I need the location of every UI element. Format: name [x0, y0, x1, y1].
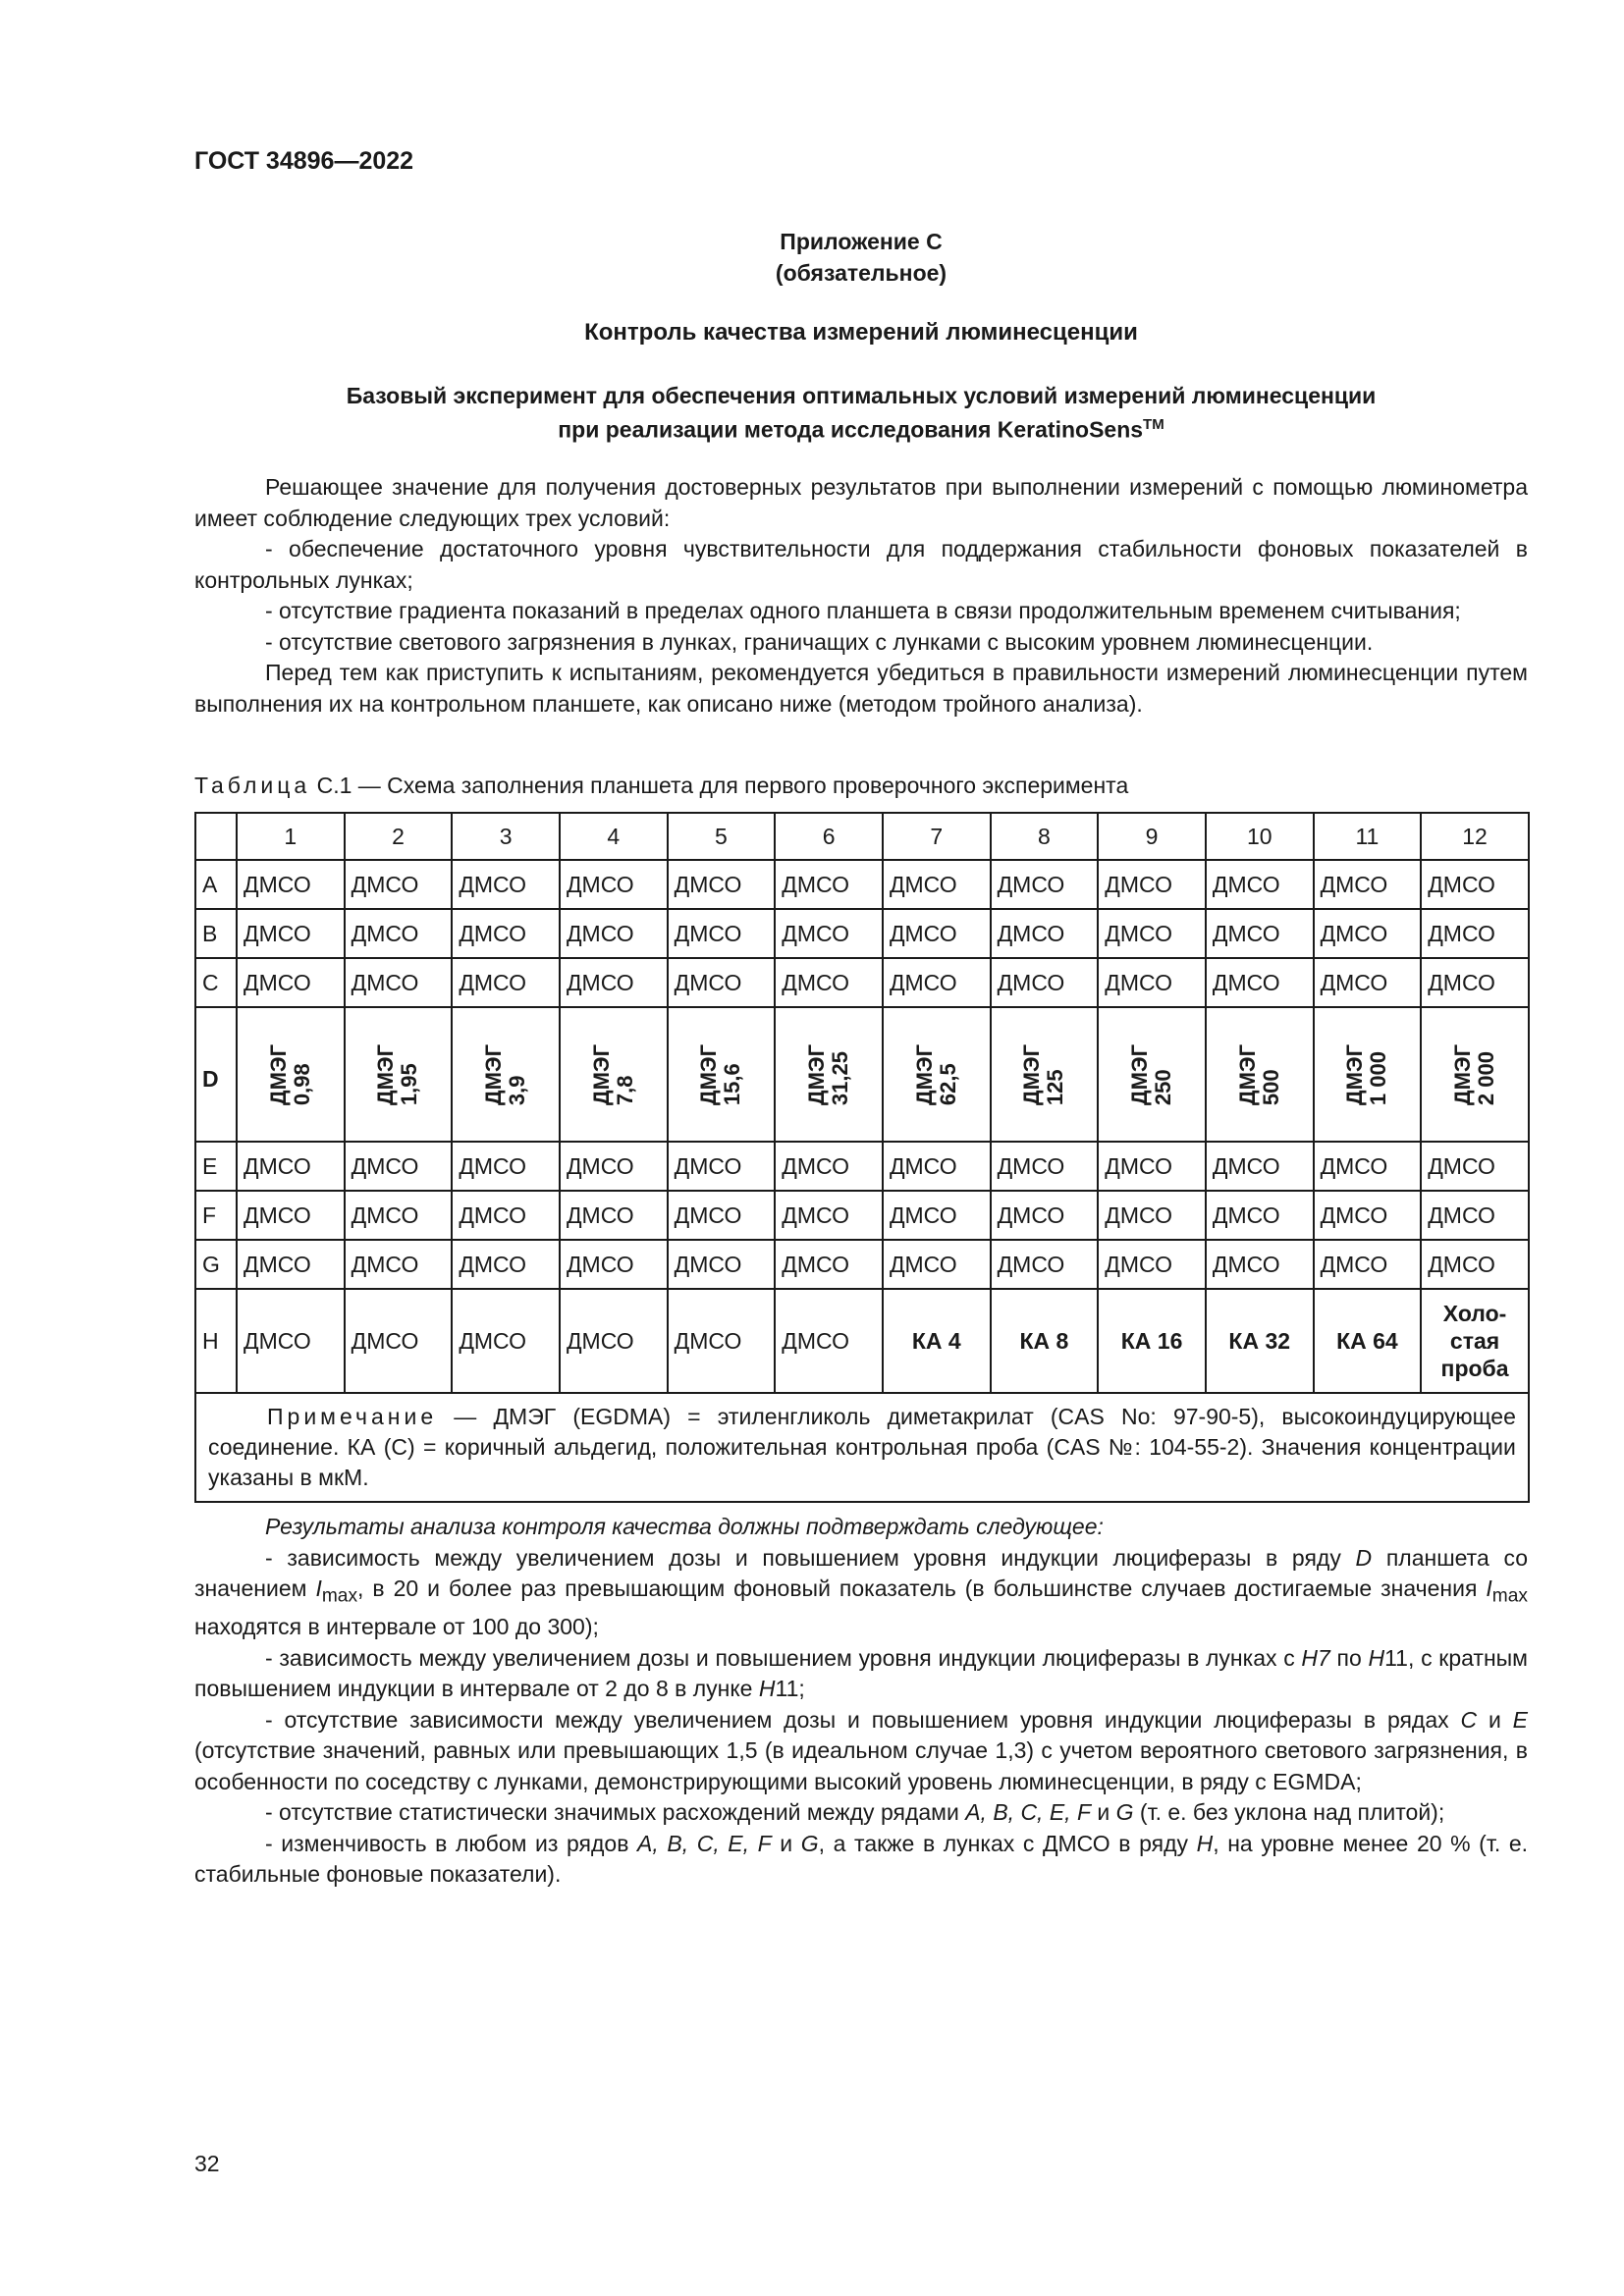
column-header: 10 [1206, 813, 1314, 860]
dmso-cell: ДМСО [1314, 1191, 1422, 1240]
dmso-cell: ДМСО [668, 1142, 776, 1191]
corner-cell [195, 813, 237, 860]
dmso-cell: ДМСО [991, 1142, 1099, 1191]
rotated-label-wrap [998, 1015, 1092, 1135]
egdma-concentration: 7,8 [612, 1074, 637, 1105]
dmso-cell: ДМСО [1314, 860, 1422, 909]
text-run: E [1512, 1706, 1528, 1733]
column-header: 11 [1314, 813, 1422, 860]
dmso-cell: ДМСО [668, 909, 776, 958]
dmso-cell: ДМСО [1314, 1240, 1422, 1289]
rotated-label-wrap [782, 1015, 876, 1135]
blank-sample-line: проба [1440, 1356, 1509, 1381]
text-run: G [800, 1830, 819, 1856]
dmso-cell: ДМСО [560, 958, 668, 1007]
dmso-cell: ДМСО [560, 1289, 668, 1393]
text-run: H [1196, 1830, 1214, 1856]
results-lead-text: Результаты анализа контроля качества должны подтверждать следующее: [265, 1514, 1104, 1539]
text-run: - отсутствие зависимости между увеличением дозы и повышением уровня индукции люциферазы в рядах [265, 1706, 1461, 1733]
table-row [195, 1289, 1529, 1393]
table-row [195, 1191, 1529, 1240]
dmso-cell: ДМСО [883, 1191, 991, 1240]
dmso-cell: ДМСО [991, 860, 1099, 909]
text-run: G [1115, 1799, 1134, 1826]
annex-title: Приложение С [780, 229, 943, 254]
rotated-label-wrap [890, 1015, 984, 1135]
table-caption-text: С.1 — Схема заполнения планшета для первого проверочного эксперимента [310, 773, 1129, 798]
column-header: 5 [668, 813, 776, 860]
egdma-cell [883, 1007, 991, 1142]
intro-paragraph: - отсутствие градиента показаний в пределах одного планшета в связи продолжительным временем считывания; [265, 598, 1461, 623]
table-note-row [195, 1393, 1529, 1502]
dmso-cell: ДМСО [1421, 909, 1529, 958]
egdma-concentration: 250 [1151, 1068, 1176, 1105]
ka-cell: КА 64 [1314, 1289, 1422, 1393]
dmso-cell: ДМСО [883, 1240, 991, 1289]
text-run: 11; [775, 1676, 805, 1702]
ka-cell: КА 8 [991, 1289, 1099, 1393]
subsection-title [194, 381, 1528, 445]
dmso-cell: ДМСО [991, 1240, 1099, 1289]
egdma-name: ДМЭГ [1127, 1043, 1153, 1105]
dmso-cell: ДМСО [668, 1240, 776, 1289]
dmso-cell: ДМСО [775, 958, 883, 1007]
dmso-cell: ДМСО [775, 1289, 883, 1393]
subsection-title-text: при реализации метода исследования KeratinoSens [558, 416, 1144, 443]
intro-paragraph: Перед тем как приступить к испытаниям, рекомендуется убедиться в правильности измерений люминесценции путем выполнения их на контрольном планшете, как описано ниже (методом тройного анализа). [194, 660, 1528, 717]
table-caption-label: Таблица [194, 773, 311, 798]
text-run: - зависимость между увеличением дозы и повышением уровня индукции люциферазы в ряду [265, 1544, 1356, 1571]
dmso-cell: ДМСО [345, 1289, 453, 1393]
dmso-cell: ДМСО [1206, 909, 1314, 958]
dmso-cell: ДМСО [991, 958, 1099, 1007]
blank-sample-line: Холо- [1442, 1301, 1507, 1326]
rotated-label [482, 1043, 529, 1104]
column-header: 1 [237, 813, 345, 860]
results-item [194, 1797, 1528, 1829]
dmso-cell: ДМСО [775, 860, 883, 909]
dmso-cell: ДМСО [452, 958, 560, 1007]
egdma-name: ДМЭГ [1234, 1043, 1260, 1105]
egdma-cell [452, 1007, 560, 1142]
subsection-title-line2 [194, 410, 1528, 445]
text-run: , а также в лунках с ДМСО в ряду [818, 1830, 1197, 1856]
text-run: планшета со значением [194, 1544, 1528, 1601]
row-label: G [195, 1240, 237, 1289]
egdma-cell [345, 1007, 453, 1142]
plate-layout-table [194, 812, 1530, 1503]
rotated-label-wrap [1321, 1015, 1415, 1135]
egdma-name: ДМЭГ [481, 1043, 507, 1105]
ka-cell: КА 4 [883, 1289, 991, 1393]
egdma-cell [1206, 1007, 1314, 1142]
rotated-label-wrap [459, 1015, 553, 1135]
trademark-sup: TM [1143, 416, 1164, 433]
egdma-concentration: 3,9 [505, 1074, 530, 1105]
dmso-cell: ДМСО [237, 909, 345, 958]
dmso-cell: ДМСО [1206, 1142, 1314, 1191]
dmso-cell: ДМСО [1206, 1240, 1314, 1289]
dmso-cell: ДМСО [1421, 1142, 1529, 1191]
ka-cell: КА 16 [1098, 1289, 1206, 1393]
text-run: max [1491, 1585, 1528, 1607]
egdma-name: ДМЭГ [588, 1043, 614, 1105]
dmso-cell: ДМСО [345, 1191, 453, 1240]
dmso-cell: ДМСО [1098, 1240, 1206, 1289]
dmso-cell: ДМСО [1098, 860, 1206, 909]
table-row [195, 1240, 1529, 1289]
dmso-cell: ДМСО [237, 958, 345, 1007]
dmso-cell: ДМСО [452, 1289, 560, 1393]
column-header: 8 [991, 813, 1099, 860]
text-run: C [1460, 1706, 1478, 1733]
rotated-label-wrap [352, 1015, 446, 1135]
dmso-cell: ДМСО [883, 909, 991, 958]
results-lead [194, 1512, 1528, 1543]
text-run: I [315, 1575, 322, 1601]
text-run: 11, с кратным повышением индукции в интервале от 2 до 8 в лунке [194, 1644, 1528, 1702]
rotated-label-wrap [1428, 1015, 1522, 1135]
egdma-concentration: 15,6 [720, 1062, 745, 1105]
column-header: 4 [560, 813, 668, 860]
dmso-cell: ДМСО [237, 1191, 345, 1240]
row-label: H [195, 1289, 237, 1393]
egdma-concentration: 31,25 [828, 1050, 853, 1105]
rotated-label [267, 1043, 314, 1104]
egdma-cell [1098, 1007, 1206, 1142]
text-run: max [321, 1585, 358, 1607]
dmso-cell: ДМСО [775, 1240, 883, 1289]
dmso-cell: ДМСО [1098, 1191, 1206, 1240]
dmso-cell: ДМСО [452, 1142, 560, 1191]
egdma-name: ДМЭГ [911, 1043, 937, 1105]
egdma-name: ДМЭГ [1450, 1043, 1476, 1105]
egdma-name: ДМЭГ [265, 1043, 291, 1105]
row-label: A [195, 860, 237, 909]
section-title: Контроль качества измерений люминесценции [584, 319, 1138, 346]
egdma-cell [1421, 1007, 1529, 1142]
egdma-name: ДМЭГ [373, 1043, 399, 1105]
egdma-name: ДМЭГ [1019, 1043, 1045, 1105]
egdma-name: ДМЭГ [1342, 1043, 1368, 1105]
table-row [195, 1007, 1529, 1142]
dmso-cell: ДМСО [560, 1191, 668, 1240]
dmso-cell: ДМСО [1314, 958, 1422, 1007]
text-run: H7 [1301, 1644, 1330, 1671]
dmso-cell: ДМСО [775, 1191, 883, 1240]
rotated-label [1128, 1043, 1175, 1104]
results-item [194, 1829, 1528, 1891]
rotated-label-wrap [567, 1015, 661, 1135]
blank-sample-cell [1421, 1289, 1529, 1393]
rotated-label [1343, 1043, 1390, 1104]
table-caption [194, 773, 1128, 799]
egdma-name: ДМЭГ [804, 1043, 830, 1105]
dmso-cell: ДМСО [1206, 958, 1314, 1007]
dmso-cell: ДМСО [1098, 958, 1206, 1007]
dmso-cell: ДМСО [452, 1191, 560, 1240]
text-run: (т. е. без уклона над плитой); [1133, 1799, 1445, 1826]
column-header: 9 [1098, 813, 1206, 860]
dmso-cell: ДМСО [1421, 958, 1529, 1007]
results-item [194, 1705, 1528, 1798]
dmso-cell: ДМСО [991, 1191, 1099, 1240]
rotated-label [1020, 1043, 1067, 1104]
dmso-cell: ДМСО [1098, 1142, 1206, 1191]
dmso-cell: ДМСО [345, 1142, 453, 1191]
intro-text [194, 472, 1528, 720]
dmso-cell: ДМСО [883, 860, 991, 909]
text-run: и [771, 1830, 801, 1856]
dmso-cell: ДМСО [1314, 909, 1422, 958]
egdma-concentration: 0,98 [289, 1062, 314, 1105]
results-text [194, 1512, 1528, 1891]
text-run: находятся в интервале от 100 до 300); [194, 1614, 599, 1640]
rotated-label [1451, 1043, 1498, 1104]
dmso-cell: ДМСО [237, 1240, 345, 1289]
dmso-cell: ДМСО [668, 1191, 776, 1240]
dmso-cell: ДМСО [1206, 1191, 1314, 1240]
rotated-label [697, 1043, 744, 1104]
egdma-cell [991, 1007, 1099, 1142]
column-header: 12 [1421, 813, 1529, 860]
note-text: — ДМЭГ (EGDMA) = этиленгликоль диметакрилат (CAS No: 97-90-5), высокоиндуцирующее соединение. КА (С) = коричный альдегид, положительная контрольная проба (CAS №: 104-55-2). Значения концентрации указаны в мкМ. [208, 1404, 1516, 1490]
text-run: A, B, C, E, F [637, 1830, 772, 1856]
text-run: A, B, C, E, F [965, 1799, 1092, 1826]
egdma-cell [560, 1007, 668, 1142]
subsection-title-line1: Базовый эксперимент для обеспечения оптимальных условий измерений люминесценции [346, 383, 1377, 408]
text-run: - отсутствие статистически значимых расхождений между рядами [265, 1799, 966, 1826]
table-row [195, 958, 1529, 1007]
results-item [194, 1543, 1528, 1643]
egdma-cell [668, 1007, 776, 1142]
rotated-label [805, 1043, 852, 1104]
text-run: - зависимость между увеличением дозы и повышением уровня индукции люциферазы в лунках с [265, 1644, 1302, 1671]
dmso-cell: ДМСО [668, 1289, 776, 1393]
row-label: B [195, 909, 237, 958]
text-run: , в 20 и более раз превышающим фоновый показатель (в большинстве случаев достигаемые значения [357, 1575, 1487, 1601]
rotated-label [913, 1043, 960, 1104]
text-run: H [758, 1676, 776, 1702]
dmso-cell: ДМСО [775, 909, 883, 958]
table-note [195, 1393, 1529, 1502]
dmso-cell: ДМСО [883, 958, 991, 1007]
dmso-cell: ДМСО [452, 860, 560, 909]
dmso-cell: ДМСО [345, 958, 453, 1007]
results-item [194, 1643, 1528, 1705]
dmso-cell: ДМСО [775, 1142, 883, 1191]
text-run: H [1368, 1644, 1385, 1671]
egdma-concentration: 1,95 [397, 1062, 422, 1105]
dmso-cell: ДМСО [560, 860, 668, 909]
document-code: ГОСТ 34896—2022 [194, 147, 414, 175]
egdma-concentration: 62,5 [935, 1062, 960, 1105]
rotated-label-wrap [1105, 1015, 1199, 1135]
annex-heading [194, 226, 1528, 289]
column-header: 6 [775, 813, 883, 860]
text-run: - изменчивость в любом из рядов [265, 1830, 638, 1856]
rotated-label [590, 1043, 637, 1104]
egdma-concentration: 125 [1043, 1068, 1068, 1105]
note-label: Примечание [267, 1404, 438, 1429]
text-run: D [1355, 1544, 1373, 1571]
row-label: E [195, 1142, 237, 1191]
table-row [195, 909, 1529, 958]
dmso-cell: ДМСО [237, 1142, 345, 1191]
rotated-label [374, 1043, 421, 1104]
egdma-cell [1314, 1007, 1422, 1142]
dmso-cell: ДМСО [237, 1289, 345, 1393]
dmso-cell: ДМСО [1314, 1142, 1422, 1191]
dmso-cell: ДМСО [452, 909, 560, 958]
text-run: (отсутствие значений, равных или превышающих 1,5 (в идеальном случае 1,3) с учетом вероятного светового загрязнения, в особенности по соседству с лунками, демонстрирующими высокий уровень люминесценции, в ряду с EGMDA; [194, 1737, 1528, 1794]
dmso-cell: ДМСО [1098, 909, 1206, 958]
intro-paragraph: Решающее значение для получения достоверных результатов при выполнении измерений с помощью люминометра имеет соблюдение следующих трех условий: [194, 474, 1528, 531]
rotated-label [1236, 1043, 1283, 1104]
egdma-cell [237, 1007, 345, 1142]
annex-status: (обязательное) [775, 260, 947, 286]
dmso-cell: ДМСО [1206, 860, 1314, 909]
text-run: по [1329, 1644, 1369, 1671]
dmso-cell: ДМСО [668, 860, 776, 909]
table-row [195, 860, 1529, 909]
row-label: F [195, 1191, 237, 1240]
intro-paragraph: - отсутствие светового загрязнения в лунках, граничащих с лунками с высоким уровнем люминесценции. [265, 628, 1374, 655]
dmso-cell: ДМСО [560, 909, 668, 958]
dmso-cell: ДМСО [560, 1142, 668, 1191]
egdma-cell [775, 1007, 883, 1142]
egdma-concentration: 2 000 [1474, 1050, 1499, 1105]
dmso-cell: ДМСО [560, 1240, 668, 1289]
table-header-row [195, 813, 1529, 860]
row-label: C [195, 958, 237, 1007]
column-header: 7 [883, 813, 991, 860]
page-number: 32 [194, 2151, 220, 2176]
text-run: I [1486, 1575, 1492, 1601]
intro-paragraph: - обеспечение достаточного уровня чувствительности для поддержания стабильности фоновых показателей в контрольных лунках; [194, 536, 1528, 593]
dmso-cell: ДМСО [1421, 1240, 1529, 1289]
column-header: 3 [452, 813, 560, 860]
dmso-cell: ДМСО [345, 1240, 453, 1289]
egdma-name: ДМЭГ [696, 1043, 722, 1105]
column-header: 2 [345, 813, 453, 860]
rotated-label-wrap [675, 1015, 769, 1135]
table-row [195, 1142, 1529, 1191]
dmso-cell: ДМСО [1421, 1191, 1529, 1240]
dmso-cell: ДМСО [345, 860, 453, 909]
egdma-concentration: 1 000 [1366, 1050, 1391, 1105]
dmso-cell: ДМСО [237, 860, 345, 909]
dmso-cell: ДМСО [345, 909, 453, 958]
dmso-cell: ДМСО [991, 909, 1099, 958]
rotated-label-wrap [1213, 1015, 1307, 1135]
row-label: D [195, 1007, 237, 1142]
dmso-cell: ДМСО [883, 1142, 991, 1191]
text-run: и [1091, 1799, 1116, 1826]
blank-sample-line: стая [1449, 1328, 1500, 1354]
text-run: , на уровне менее 20 % (т. е. стабильные фоновые показатели). [194, 1830, 1528, 1888]
dmso-cell: ДМСО [452, 1240, 560, 1289]
egdma-concentration: 500 [1258, 1068, 1283, 1105]
ka-cell: КА 32 [1206, 1289, 1314, 1393]
dmso-cell: ДМСО [668, 958, 776, 1007]
dmso-cell: ДМСО [1421, 860, 1529, 909]
text-run: и [1477, 1706, 1513, 1733]
rotated-label-wrap [244, 1015, 338, 1135]
